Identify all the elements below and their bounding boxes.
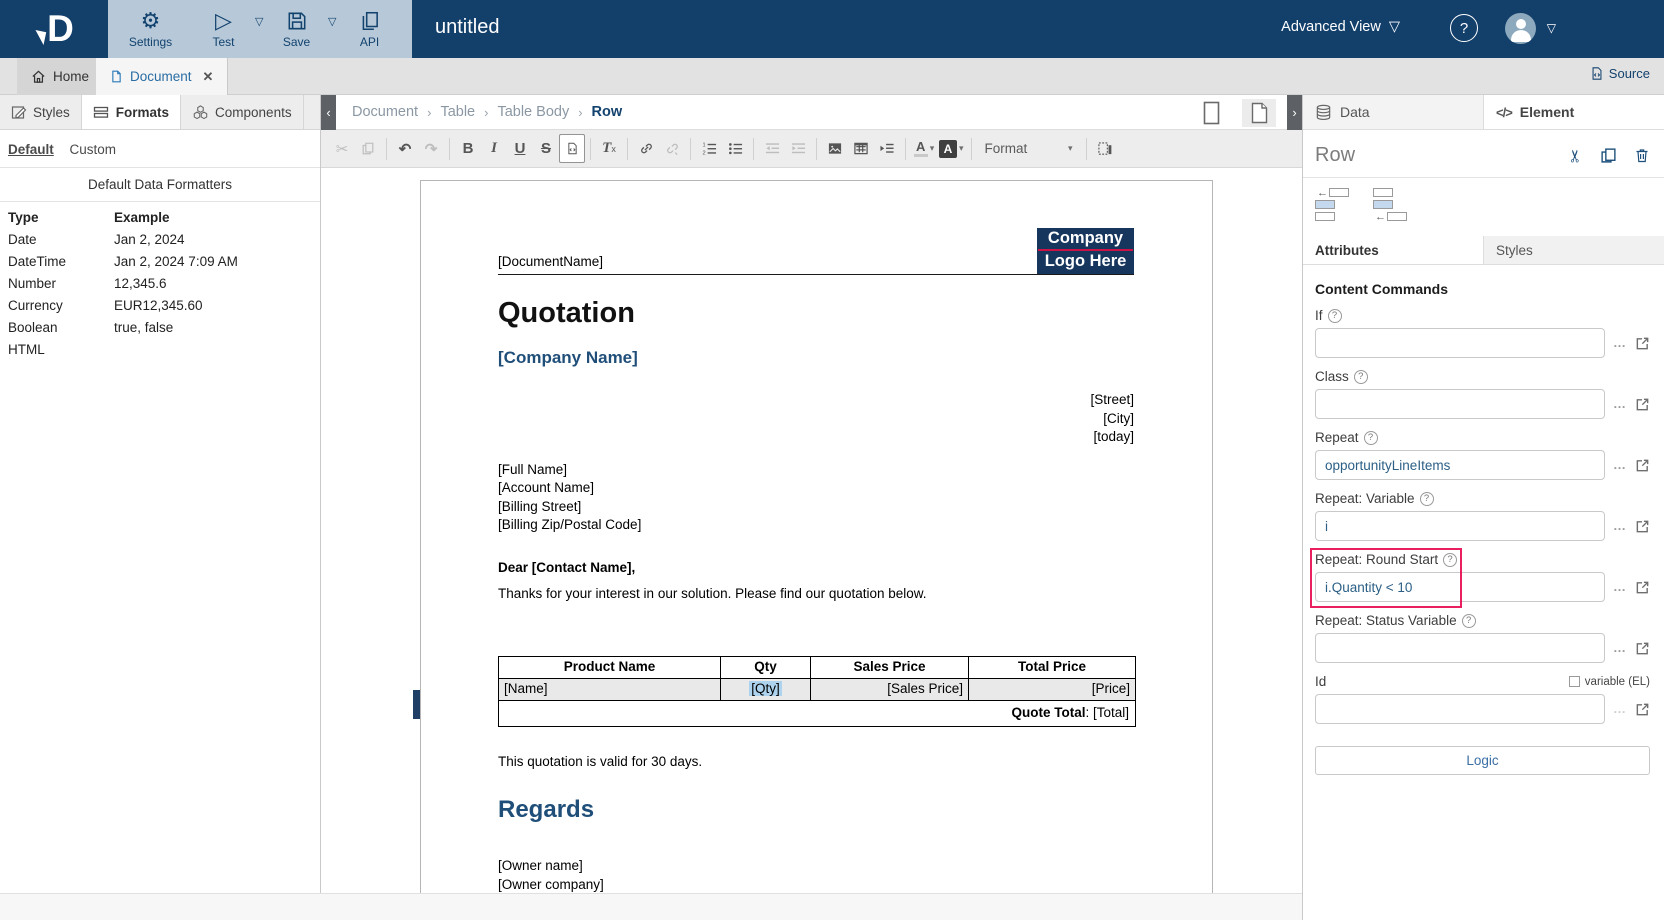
underline-icon[interactable]: U: [514, 140, 526, 157]
price-field[interactable]: [Price]: [969, 678, 1136, 700]
quote-table-header-row[interactable]: Product Name Qty Sales Price Total Price: [499, 656, 1136, 678]
document-title: untitled: [435, 16, 500, 38]
owner-name-field[interactable]: [Owner name]: [498, 858, 583, 873]
external-editor-icon[interactable]: [1635, 580, 1650, 595]
intro-line[interactable]: Thanks for your interest in our solution. Please find our quotation below.: [498, 586, 927, 601]
tab-document[interactable]: Document ✕: [96, 58, 228, 95]
test-button[interactable]: ▷ Test ▽: [212, 8, 264, 49]
tab-home[interactable]: Home: [17, 58, 104, 95]
repeat-status-variable-input[interactable]: [1315, 633, 1605, 663]
insert-image-icon[interactable]: [822, 135, 848, 162]
document-canvas[interactable]: [321, 168, 1302, 893]
redo-icon[interactable]: ↷: [424, 140, 438, 158]
breadcrumb-separator-icon: ›: [427, 104, 432, 120]
billing-street-field[interactable]: [Billing Street]: [498, 498, 582, 514]
code-icon: </>: [1496, 104, 1512, 120]
help-icon[interactable]: ?: [1420, 492, 1434, 506]
decrease-indent-icon[interactable]: [759, 135, 785, 162]
document-file-icon: [110, 69, 123, 84]
settings-button[interactable]: ⚙ Settings: [128, 8, 173, 49]
editor-toolbar: [321, 130, 1302, 168]
help-icon[interactable]: ?: [1328, 309, 1342, 323]
svg-text:1: 1: [701, 142, 706, 149]
insert-row-below-icon[interactable]: ←: [1373, 188, 1415, 224]
components-hexagons-icon: [192, 104, 209, 121]
breadcrumb-document[interactable]: Document: [352, 104, 419, 120]
undo-icon[interactable]: ↶: [398, 140, 412, 158]
save-floppy-icon: [286, 9, 308, 33]
help-icon[interactable]: ?: [1354, 370, 1368, 384]
repeat-input[interactable]: [1315, 450, 1605, 480]
external-editor-icon[interactable]: [1635, 641, 1650, 656]
col-type: Type: [8, 209, 39, 225]
save-button[interactable]: Save ▽: [271, 9, 323, 49]
document-header: [498, 229, 1134, 275]
page-portrait-icon[interactable]: [1194, 99, 1228, 127]
database-icon: [1315, 104, 1332, 121]
text-color-caret-icon: ▾: [929, 143, 935, 153]
collapse-right-panel-button[interactable]: ›: [1287, 95, 1302, 130]
top-bar: [0, 0, 1664, 58]
document-name-field[interactable]: [DocumentName]: [498, 253, 604, 269]
street-field[interactable]: [Street]: [1090, 392, 1134, 407]
row-insert-widgets: [1303, 178, 1664, 236]
company-name-field[interactable]: [Company Name]: [498, 348, 638, 367]
tab-components[interactable]: Components: [181, 95, 304, 129]
cut-icon[interactable]: ✂: [335, 140, 349, 158]
table-row: Boolean true, false: [8, 319, 174, 335]
pencil-icon: [11, 104, 27, 120]
salutation-line[interactable]: Dear [Contact Name],: [498, 559, 636, 575]
svg-text:2: 2: [701, 150, 706, 156]
element-title: Row: [1315, 144, 1356, 166]
bulleted-list-icon[interactable]: [722, 135, 748, 162]
editor-area: [321, 95, 1302, 920]
if-input[interactable]: [1315, 328, 1605, 358]
expand-dots-icon[interactable]: …: [1613, 457, 1627, 472]
file-tab-bar: [0, 58, 1664, 95]
breadcrumb-separator-icon: ›: [578, 104, 583, 120]
element-header: [1303, 130, 1664, 178]
table-row: Currency EUR12,345.60: [8, 297, 203, 313]
table-row: Number 12,345.6: [8, 275, 167, 291]
tab-styles[interactable]: Styles: [0, 95, 82, 129]
breadcrumb: [352, 104, 622, 120]
increase-indent-icon[interactable]: [785, 135, 811, 162]
field-repeat: Repeat ? opportunityLineItems …: [1315, 430, 1650, 480]
mode-default-link[interactable]: Default: [8, 142, 54, 157]
document-page[interactable]: [420, 180, 1213, 893]
formatters-table: [0, 206, 320, 360]
bottom-scroll-strip[interactable]: [0, 893, 1302, 920]
copy-element-icon[interactable]: [1600, 147, 1617, 164]
test-dropdown-icon[interactable]: ▽: [255, 16, 264, 28]
quote-table-total-row[interactable]: [499, 700, 1136, 726]
field-repeat-round-start: Repeat: Round Start ? i.Quantity < 10 …: [1315, 552, 1650, 602]
play-icon: ▷: [215, 8, 232, 33]
element-subtabs: [1303, 236, 1664, 265]
external-editor-icon[interactable]: [1635, 458, 1650, 473]
background-color-icon[interactable]: A ▾: [937, 135, 966, 162]
right-panel-tabs: [1303, 95, 1664, 130]
unlink-icon[interactable]: [659, 135, 685, 162]
class-input[interactable]: [1315, 389, 1605, 419]
tab-element[interactable]: </> Element: [1484, 95, 1664, 129]
remove-format-icon[interactable]: T x: [602, 140, 616, 156]
strikethrough-icon[interactable]: S: [540, 140, 551, 157]
external-editor-icon[interactable]: [1635, 336, 1650, 351]
external-editor-icon[interactable]: [1635, 702, 1650, 717]
left-panel: [0, 95, 321, 893]
field-id: Id variable (EL) …: [1315, 674, 1650, 724]
advanced-view-selector[interactable]: Advanced View ▽: [1281, 19, 1400, 35]
copy-icon[interactable]: [355, 135, 381, 162]
show-blocks-icon[interactable]: [1092, 135, 1118, 162]
avatar-head-shape: [1516, 19, 1526, 29]
insert-table-icon[interactable]: [848, 135, 874, 162]
table-row: DateTime Jan 2, 2024 7:09 AM: [8, 253, 238, 269]
col-example: Example: [114, 209, 170, 225]
bold-icon[interactable]: B: [462, 140, 474, 157]
formatters-header-row: [0, 206, 320, 228]
save-dropdown-icon[interactable]: ▽: [328, 16, 337, 28]
insert-row-above-icon[interactable]: ←: [1315, 188, 1357, 224]
app-logo[interactable]: [14, 6, 94, 52]
formatter-mode-switch: [0, 130, 320, 168]
field-repeat-status-variable: Repeat: Status Variable ? …: [1315, 613, 1650, 663]
link-icon[interactable]: [633, 135, 659, 162]
sales-price-field[interactable]: [Sales Price]: [811, 678, 969, 700]
tab-data[interactable]: Data: [1303, 95, 1484, 129]
quote-table[interactable]: [498, 656, 1136, 727]
quote-table-data-row[interactable]: [499, 678, 1136, 700]
address-block[interactable]: [498, 391, 1134, 447]
expand-dots-icon[interactable]: …: [1613, 335, 1627, 350]
breadcrumb-bar: [321, 95, 1302, 130]
subtab-styles[interactable]: Styles: [1484, 236, 1664, 264]
numbered-list-icon[interactable]: [696, 135, 722, 162]
id-input[interactable]: [1315, 694, 1605, 724]
external-editor-icon[interactable]: [1635, 519, 1650, 534]
insert-field-icon[interactable]: [559, 134, 585, 163]
city-field[interactable]: [City]: [1103, 410, 1134, 426]
content-commands-title: Content Commands: [1315, 281, 1448, 297]
expand-dots-icon[interactable]: …: [1613, 518, 1627, 533]
left-panel-tabs: [0, 95, 320, 130]
breadcrumb-row[interactable]: Row: [591, 104, 623, 120]
qty-cell[interactable]: [721, 678, 811, 700]
formats-icon: [93, 105, 110, 120]
page-preview-icon[interactable]: [1242, 99, 1276, 127]
collapse-left-panel-button[interactable]: ‹: [321, 95, 336, 130]
external-editor-icon[interactable]: [1635, 397, 1650, 412]
mode-custom-link[interactable]: Custom: [69, 142, 117, 157]
source-code-icon: [1590, 66, 1604, 81]
logo-comma-shape: [33, 29, 46, 44]
recipient-block[interactable]: [498, 461, 1134, 535]
quotation-heading[interactable]: Quotation: [498, 297, 635, 329]
help-icon[interactable]: ?: [1443, 553, 1457, 567]
help-button[interactable]: ?: [1450, 14, 1478, 42]
owner-company-field[interactable]: [Owner company]: [498, 876, 604, 892]
variable-el-checkbox[interactable]: [1569, 676, 1580, 687]
home-icon: [31, 69, 46, 84]
formatters-title: Default Data Formatters: [0, 168, 320, 202]
help-icon[interactable]: ?: [1462, 614, 1476, 628]
name-field[interactable]: [Name]: [499, 678, 721, 700]
company-logo-placeholder[interactable]: Company Logo Here: [1037, 228, 1134, 274]
today-field[interactable]: [today]: [1093, 429, 1134, 444]
page-view-controls: [1194, 99, 1276, 127]
format-caret-icon: ▾: [1068, 143, 1073, 153]
help-icon[interactable]: ?: [1364, 431, 1378, 445]
regards-heading[interactable]: Regards: [498, 796, 595, 823]
api-pages-icon: [359, 9, 381, 33]
expand-dots-icon-disabled: …: [1613, 701, 1627, 716]
account-name-field[interactable]: [Account Name]: [498, 480, 595, 495]
api-button[interactable]: API: [344, 9, 396, 49]
insert-block-icon[interactable]: [874, 135, 900, 162]
repeat-round-start-input[interactable]: [1315, 572, 1605, 602]
delete-element-icon[interactable]: [1634, 147, 1650, 164]
breadcrumb-separator-icon: ›: [484, 104, 489, 120]
gear-icon: ⚙: [140, 8, 161, 33]
close-tab-icon[interactable]: ✕: [202, 68, 214, 84]
field-if: If ? …: [1315, 308, 1650, 358]
attributes-body: [1303, 265, 1664, 775]
breadcrumb-table-body[interactable]: Table Body: [497, 104, 570, 120]
subtab-attributes[interactable]: Attributes: [1303, 236, 1484, 264]
expand-dots-icon[interactable]: …: [1613, 396, 1627, 411]
table-row: Date Jan 2, 2024: [8, 231, 185, 247]
field-class: Class ? …: [1315, 369, 1650, 419]
expand-dots-icon[interactable]: …: [1613, 640, 1627, 655]
user-avatar[interactable]: [1505, 13, 1536, 44]
field-repeat-variable: Repeat: Variable ? i …: [1315, 491, 1650, 541]
qty-field-selected[interactable]: [Qty]: [751, 680, 780, 696]
variable-el-checkbox-group: variable (EL): [1569, 676, 1650, 688]
chevron-down-icon: ▽: [1388, 19, 1400, 35]
tab-formats[interactable]: Formats: [82, 95, 181, 129]
full-name-field[interactable]: [Full Name]: [498, 461, 568, 477]
cut-element-icon[interactable]: ✂: [1565, 148, 1585, 163]
source-button[interactable]: Source: [1590, 66, 1650, 81]
text-color-icon[interactable]: A ▾: [911, 135, 937, 162]
user-menu-dropdown-icon[interactable]: ▽: [1546, 21, 1556, 35]
validity-line[interactable]: This quotation is valid for 30 days.: [498, 753, 703, 769]
main-toolbar-strip: [108, 0, 412, 58]
background-color-caret-icon: ▾: [959, 143, 964, 153]
breadcrumb-table[interactable]: Table: [440, 104, 476, 120]
signature-block[interactable]: [498, 857, 1134, 893]
paragraph-format-dropdown[interactable]: Format ▾: [984, 141, 1073, 156]
quote-total-cell[interactable]: Quote Total: [Total]: [499, 700, 1136, 726]
logic-button[interactable]: Logic: [1315, 746, 1650, 775]
table-row: HTML: [8, 341, 45, 357]
repeat-variable-input[interactable]: [1315, 511, 1605, 541]
right-panel: [1302, 95, 1664, 920]
italic-icon[interactable]: I: [491, 140, 497, 156]
logo-letter: D: [47, 8, 74, 49]
expand-dots-icon[interactable]: …: [1613, 579, 1627, 594]
avatar-body-shape: [1511, 30, 1531, 42]
billing-zip-field[interactable]: [Billing Zip/Postal Code]: [498, 517, 642, 532]
